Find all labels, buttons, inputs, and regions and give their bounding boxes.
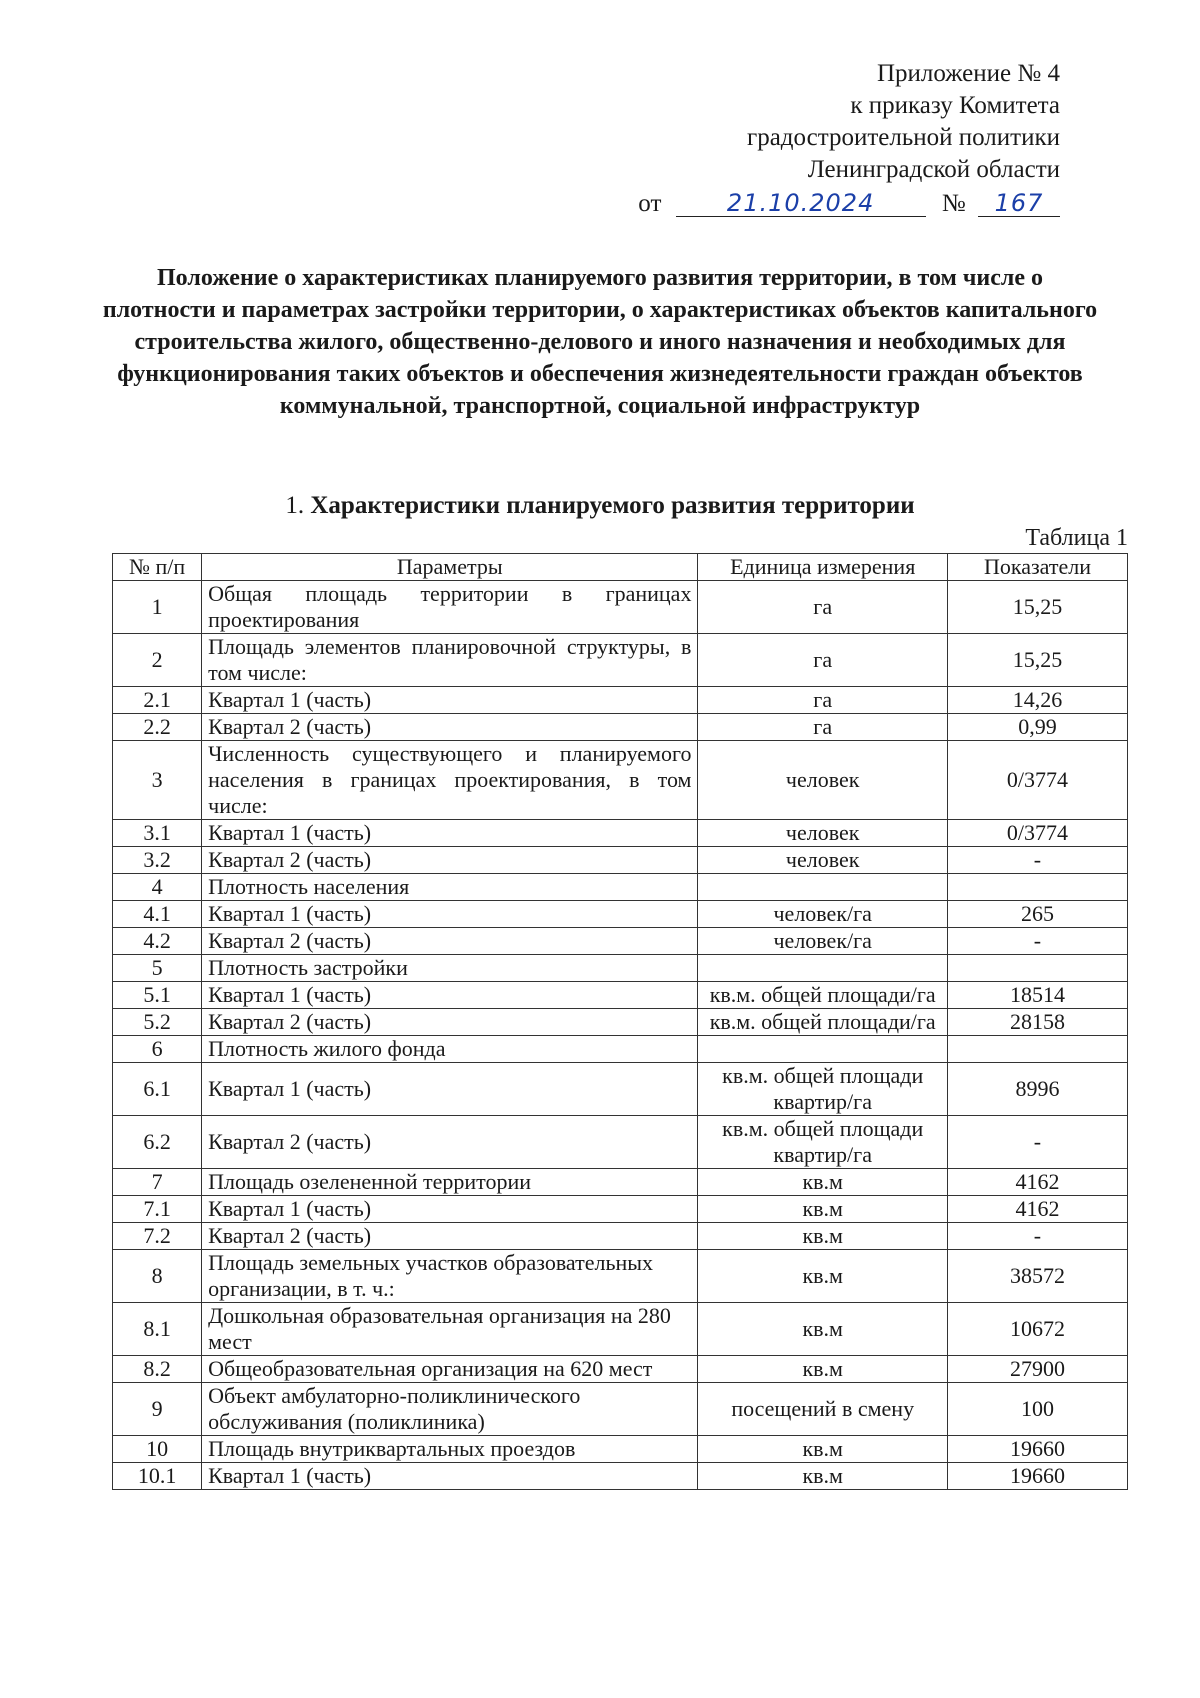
row-value: - (947, 928, 1127, 955)
row-number: 5 (113, 955, 202, 982)
appendix-header (638, 58, 1060, 220)
row-number: 5.1 (113, 982, 202, 1009)
row-unit (698, 874, 947, 901)
row-parameter: Квартал 1 (часть) (202, 687, 698, 714)
row-number: 8 (113, 1250, 202, 1303)
table-row (113, 1169, 1128, 1196)
row-unit: кв.м (698, 1463, 947, 1490)
row-unit: человек (698, 820, 947, 847)
row-number: 7.2 (113, 1223, 202, 1250)
row-unit: человек (698, 847, 947, 874)
row-value: 19660 (947, 1463, 1127, 1490)
row-value: 10672 (947, 1303, 1127, 1356)
row-parameter: Квартал 2 (часть) (202, 1223, 698, 1250)
row-number: 3 (113, 741, 202, 820)
row-value: - (947, 1223, 1127, 1250)
row-parameter: Площадь элементов планировочной структуры, в том числе: (202, 634, 698, 687)
table-row (113, 1036, 1128, 1063)
row-value (947, 874, 1127, 901)
row-number: 4 (113, 874, 202, 901)
row-number: 10 (113, 1436, 202, 1463)
row-value: 14,26 (947, 687, 1127, 714)
row-parameter: Численность существующего и планируемого населения в границах проектирования, в том числе: (202, 741, 698, 820)
row-number: 2.2 (113, 714, 202, 741)
row-parameter: Общеобразовательная организация на 620 мест (202, 1356, 698, 1383)
column-header-unit: Единица измерения (698, 554, 947, 581)
table-row (113, 901, 1128, 928)
row-number: 3.1 (113, 820, 202, 847)
table-row (113, 634, 1128, 687)
row-parameter: Квартал 2 (часть) (202, 847, 698, 874)
row-number: 6.1 (113, 1063, 202, 1116)
appendix-line: градостроительной политики (746, 124, 1060, 151)
row-number: 9 (113, 1383, 202, 1436)
table-row (113, 1063, 1128, 1116)
row-value: 15,25 (947, 634, 1127, 687)
table-row (113, 1383, 1128, 1436)
row-number: 2.1 (113, 687, 202, 714)
row-unit (698, 1036, 947, 1063)
row-unit: человек (698, 741, 947, 820)
row-value: - (947, 1116, 1127, 1169)
row-number: 4.1 (113, 901, 202, 928)
row-unit: кв.м (698, 1196, 947, 1223)
row-parameter: Дошкольная образовательная организация на 280 мест (202, 1303, 698, 1356)
table-row (113, 1303, 1128, 1356)
number-prefix: № (941, 190, 966, 217)
appendix-line: Ленинградской области (807, 156, 1060, 183)
row-value: - (947, 847, 1127, 874)
table-row (113, 1223, 1128, 1250)
row-parameter: Квартал 1 (часть) (202, 1463, 698, 1490)
row-parameter: Площадь озелененной территории (202, 1169, 698, 1196)
table-row (113, 1009, 1128, 1036)
row-parameter: Квартал 2 (часть) (202, 1009, 698, 1036)
row-unit: га (698, 634, 947, 687)
row-parameter: Площадь земельных участков образовательных организации, в т. ч.: (202, 1250, 698, 1303)
row-value: 38572 (947, 1250, 1127, 1303)
row-number: 3.2 (113, 847, 202, 874)
row-number: 8.2 (113, 1356, 202, 1383)
section-number: 1. (285, 492, 305, 519)
row-parameter: Квартал 1 (часть) (202, 901, 698, 928)
row-unit (698, 955, 947, 982)
column-header-value: Показатели (947, 554, 1127, 581)
table-row (113, 1196, 1128, 1223)
document-title: Положение о характеристиках планируемого развития территории, в том числе о плотности и параметрах застройки территории, о характеристиках объектов капитального строительства жилого, общественно-делового и иного назначения и необходимых для функционирования таких объектов и обеспечения жизнедеятельности граждан объектов коммунальной, транспортной, социальной инфраструктур (102, 265, 1098, 419)
table-row (113, 1356, 1128, 1383)
row-number: 5.2 (113, 1009, 202, 1036)
row-unit: кв.м. общей площади/га (698, 982, 947, 1009)
section-heading (100, 490, 1100, 522)
date-prefix: от (638, 190, 662, 217)
row-value: 15,25 (947, 581, 1127, 634)
row-parameter: Общая площадь территории в границах проектирования (202, 581, 698, 634)
column-header-number: № п/п (113, 554, 202, 581)
table-row (113, 820, 1128, 847)
row-unit: га (698, 581, 947, 634)
row-parameter: Плотность жилого фонда (202, 1036, 698, 1063)
row-number: 7.1 (113, 1196, 202, 1223)
row-number: 4.2 (113, 928, 202, 955)
table-row (113, 955, 1128, 982)
row-unit: кв.м. общей площади квартир/га (698, 1063, 947, 1116)
appendix-line: Приложение № 4 (876, 60, 1060, 87)
row-unit: кв.м. общей площади/га (698, 1009, 947, 1036)
row-unit: кв.м (698, 1436, 947, 1463)
table-row (113, 928, 1128, 955)
row-unit: кв.м (698, 1250, 947, 1303)
row-number: 2 (113, 634, 202, 687)
handwritten-number: 167 (978, 190, 1060, 217)
table-row (113, 1436, 1128, 1463)
row-parameter: Квартал 1 (часть) (202, 982, 698, 1009)
row-number: 10.1 (113, 1463, 202, 1490)
row-parameter: Квартал 1 (часть) (202, 1196, 698, 1223)
table-row (113, 1463, 1128, 1490)
table-row (113, 1116, 1128, 1169)
row-value (947, 955, 1127, 982)
table-body (113, 581, 1128, 1490)
row-unit: кв.м (698, 1169, 947, 1196)
table-row (113, 982, 1128, 1009)
row-value: 0,99 (947, 714, 1127, 741)
table-header-row (113, 554, 1128, 581)
table-label: Таблица 1 (1025, 525, 1128, 551)
row-number: 7 (113, 1169, 202, 1196)
row-parameter: Объект амбулаторно-поликлинического обслуживания (поликлиника) (202, 1383, 698, 1436)
row-unit: га (698, 687, 947, 714)
row-parameter: Квартал 2 (часть) (202, 1116, 698, 1169)
row-parameter: Квартал 2 (часть) (202, 928, 698, 955)
row-value: 4162 (947, 1196, 1127, 1223)
row-value: 4162 (947, 1169, 1127, 1196)
row-value: 100 (947, 1383, 1127, 1436)
row-number: 6 (113, 1036, 202, 1063)
row-value: 265 (947, 901, 1127, 928)
table-row (113, 714, 1128, 741)
row-value: 0/3774 (947, 820, 1127, 847)
row-unit: кв.м (698, 1356, 947, 1383)
column-header-parameters: Параметры (202, 554, 698, 581)
row-parameter: Площадь внутриквартальных проездов (202, 1436, 698, 1463)
row-value: 18514 (947, 982, 1127, 1009)
row-unit: га (698, 714, 947, 741)
row-number: 8.1 (113, 1303, 202, 1356)
row-value: 19660 (947, 1436, 1127, 1463)
row-unit: кв.м. общей площади квартир/га (698, 1116, 947, 1169)
row-value: 28158 (947, 1009, 1127, 1036)
row-parameter: Квартал 2 (часть) (202, 714, 698, 741)
row-parameter: Плотность населения (202, 874, 698, 901)
row-unit: посещений в смену (698, 1383, 947, 1436)
row-unit: кв.м (698, 1303, 947, 1356)
row-number: 6.2 (113, 1116, 202, 1169)
row-value (947, 1036, 1127, 1063)
order-date-number (638, 188, 1060, 220)
row-value: 8996 (947, 1063, 1127, 1116)
characteristics-table (112, 553, 1128, 1490)
row-parameter: Плотность застройки (202, 955, 698, 982)
row-value: 27900 (947, 1356, 1127, 1383)
table-row (113, 874, 1128, 901)
table-row (113, 687, 1128, 714)
row-parameter: Квартал 1 (часть) (202, 1063, 698, 1116)
row-number: 1 (113, 581, 202, 634)
table-row (113, 581, 1128, 634)
table-row (113, 741, 1128, 820)
handwritten-date: 21.10.2024 (676, 190, 926, 217)
table-row (113, 1250, 1128, 1303)
table-row (113, 847, 1128, 874)
appendix-line: к приказу Комитета (850, 92, 1060, 119)
row-unit: человек/га (698, 928, 947, 955)
row-value: 0/3774 (947, 741, 1127, 820)
row-unit: кв.м (698, 1223, 947, 1250)
section-title: Характеристики планируемого развития территории (310, 492, 915, 519)
row-parameter: Квартал 1 (часть) (202, 820, 698, 847)
row-unit: человек/га (698, 901, 947, 928)
